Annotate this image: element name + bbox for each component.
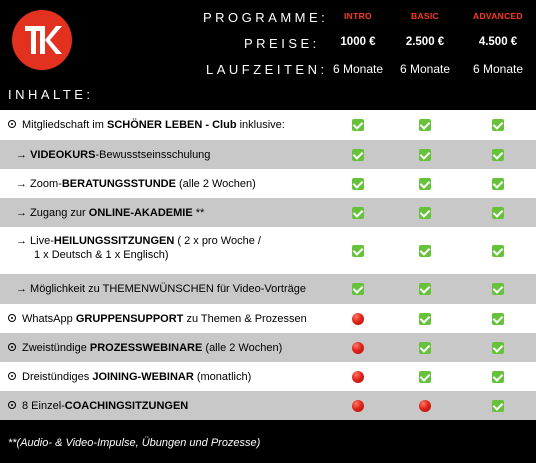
plan-name-intro: INTRO xyxy=(344,11,372,21)
feature-row xyxy=(0,140,536,169)
feature-label-bold: ONLINE-AKADEMIE xyxy=(88,207,193,219)
check-icon xyxy=(419,119,431,131)
feature-label xyxy=(8,399,188,413)
check-icon xyxy=(419,283,431,295)
feature-label-bold: PROZESSWEBINARE xyxy=(89,342,203,354)
features-table xyxy=(0,110,536,420)
check-icon xyxy=(492,371,504,383)
feature-label-text: → xyxy=(16,149,31,161)
check-icon xyxy=(419,178,431,190)
check-icon xyxy=(419,313,431,325)
feature-label xyxy=(8,118,285,132)
feature-label-text: ** xyxy=(192,207,205,219)
plan-price-intro: 1000 € xyxy=(340,36,376,48)
feature-row xyxy=(0,227,536,274)
check-icon xyxy=(492,313,504,325)
feature-row xyxy=(0,110,536,140)
feature-label-bold: SCHÖNER LEBEN - Club xyxy=(106,119,237,131)
check-icon xyxy=(352,283,364,295)
check-icon xyxy=(492,245,504,257)
plan-duration-advanced: 6 Monate xyxy=(472,62,524,76)
check-icon xyxy=(419,207,431,219)
check-icon xyxy=(352,178,364,190)
footnote: **(Audio- & Video-Impulse, Übungen und Prozesse) xyxy=(8,437,261,449)
plan-price-advanced: 4.500 € xyxy=(478,36,518,48)
feature-label-bold: HEILUNGSSITZUNGEN xyxy=(53,235,175,247)
bullet-icon xyxy=(8,314,16,322)
feature-row xyxy=(0,169,536,198)
feature-row xyxy=(0,198,536,227)
feature-label-text: -Bewusstseinsschulung xyxy=(95,149,211,161)
check-icon xyxy=(352,119,364,131)
feature-label xyxy=(16,206,204,220)
check-icon xyxy=(492,283,504,295)
plan-duration-basic: 6 Monate xyxy=(399,62,451,76)
feature-label-text: WhatsApp xyxy=(22,313,76,325)
feature-label xyxy=(8,312,307,326)
feature-row xyxy=(0,274,536,304)
inhalte-label: INHALTE: xyxy=(8,87,94,102)
feature-label-text: → Zoom- xyxy=(16,178,62,190)
red-circle-icon xyxy=(352,400,364,412)
feature-row xyxy=(0,333,536,362)
preise-label: PREISE: xyxy=(244,36,320,51)
bullet-icon xyxy=(8,401,16,409)
check-icon xyxy=(352,245,364,257)
feature-row xyxy=(0,391,536,420)
feature-label-text: inklusive: xyxy=(236,119,285,131)
check-icon xyxy=(492,207,504,219)
check-icon xyxy=(419,342,431,354)
feature-label-bold: VIDEOKURS xyxy=(30,149,96,161)
feature-label-text: 8 Einzel- xyxy=(22,400,65,412)
feature-label xyxy=(16,282,306,296)
feature-label-bold: BERATUNGSSTUNDE xyxy=(61,178,176,190)
feature-label-text: Dreistündiges xyxy=(22,371,93,383)
feature-label-text: (alle 2 Wochen) xyxy=(202,342,283,354)
laufzeiten-label: LAUFZEITEN: xyxy=(206,62,328,77)
check-icon xyxy=(352,149,364,161)
check-icon xyxy=(492,400,504,412)
feature-label-bold: GRUPPENSUPPORT xyxy=(75,313,184,325)
red-circle-icon xyxy=(352,342,364,354)
plan-name-advanced: ADVANCED xyxy=(473,11,523,21)
check-icon xyxy=(419,371,431,383)
feature-row xyxy=(0,362,536,391)
bullet-icon xyxy=(8,343,16,351)
feature-label-line2: 1 x Deutsch & 1 x Englisch) xyxy=(34,249,169,261)
programme-label: PROGRAMME: xyxy=(203,10,329,25)
feature-label-text: → Live- xyxy=(16,235,54,247)
plan-name-basic: BASIC xyxy=(411,11,439,21)
red-circle-icon xyxy=(352,371,364,383)
check-icon xyxy=(419,245,431,257)
check-icon xyxy=(492,342,504,354)
feature-label-text: (alle 2 Wochen) xyxy=(175,178,256,190)
check-icon xyxy=(419,149,431,161)
plan-duration-intro: 6 Monate xyxy=(332,62,384,76)
feature-label xyxy=(8,370,251,384)
plan-price-basic: 2.500 € xyxy=(405,36,445,48)
check-icon xyxy=(352,207,364,219)
feature-label-text: Zweistündige xyxy=(22,342,90,354)
red-circle-icon xyxy=(419,400,431,412)
check-icon xyxy=(492,178,504,190)
red-circle-icon xyxy=(352,313,364,325)
check-icon xyxy=(492,119,504,131)
feature-label-text: → Möglichkeit zu THEMENWÜNSCHEN für Video-Vorträge xyxy=(16,283,306,295)
feature-label-text: (monatlich) xyxy=(193,371,252,383)
feature-row xyxy=(0,304,536,333)
feature-label-text: → Zugang zur xyxy=(16,207,89,219)
feature-label-text: zu Themen & Prozessen xyxy=(183,313,307,325)
bullet-icon xyxy=(8,120,16,128)
feature-label xyxy=(16,148,210,162)
feature-label xyxy=(16,177,256,191)
check-icon xyxy=(492,149,504,161)
bullet-icon xyxy=(8,372,16,380)
feature-label xyxy=(8,341,282,355)
feature-label-bold: JOINING-WEBINAR xyxy=(92,371,194,383)
feature-label-text: ( 2 x pro Woche / xyxy=(174,235,261,247)
feature-label-text: Mitgliedschaft im xyxy=(22,119,107,131)
tk-logo-icon xyxy=(12,10,72,70)
feature-label-bold: COACHINGSITZUNGEN xyxy=(64,400,189,412)
feature-label xyxy=(16,234,261,262)
